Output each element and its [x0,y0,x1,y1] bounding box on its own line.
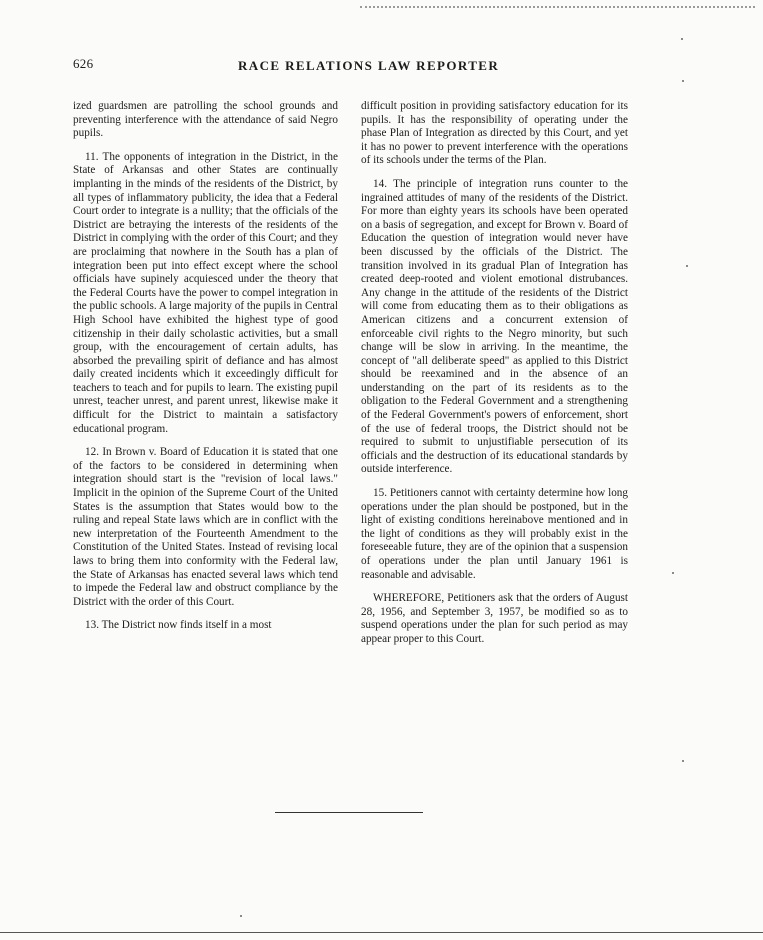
left-column [73,100,338,643]
top-edge-marks [360,6,755,8]
paragraph-13-continued: difficult position in providing satisfactory education for its pupils. It has the responsibility of operating under the phase Plan of Integration as directed by this Court, and yet it has no power to prevent interference with the operations of its schools under the terms of the Plan. [361,100,628,167]
scan-speck [681,38,683,40]
right-column [361,100,628,657]
scan-speck [682,760,684,762]
scan-speck [682,80,684,82]
paragraph-11: 11. The opponents of integration in the District, in the State of Arkansas and other States are continually implanting in the minds of the residents of the District, by all types of inflammatory publicity, the idea that a Federal Court order to integrate is a nullity; that the officials of the District are betraying the interests of the residents of the District in complying with the order of this Court; and they are proclaiming that nowhere in the South has a plan of integration been put into effect except where the school officials have supinely acquiesced under the theory that the Federal Courts have the power to compel integration in the public schools. A large majority of the pupils in Central High School have exhibited the highest type of good citizenship in their daily scholastic activities, but a small group, with the encouragement of certain adults, has absorbed the prevailing spirit of defiance and has almost daily created incidents which it exceedingly difficult for teachers to teach and for pupils to learn. The existing pupil unrest, teacher unrest, and parent unrest, likewise make it difficult for the District to maintain a satisfactory educational program. [73,150,338,435]
scan-speck [686,265,688,267]
scan-speck [240,915,242,917]
bottom-edge-line [0,932,763,933]
page-number: 626 [73,56,94,71]
paragraph-continuation: ized guardsmen are patrolling the school grounds and preventing interference with the attendance of said Negro pupils. [73,100,338,140]
scan-speck [672,572,674,574]
paragraph-13: 13. The District now finds itself in a most [85,619,272,632]
running-head: RACE RELATIONS LAW REPORTER [238,58,500,73]
paragraph-14: 14. The principle of integration runs counter to the ingrained attitudes of many of the residents of the District. For more than eighty years its schools have been operated on a basis of segregation, and except for Brown v. Board of Education the question of integration would never have been discussed by the officials of the District. The transition involved in its gradual Plan of Integration has created deep-rooted and violent emotional distrubances. Any change in the attitude of the residents of the District will come from educating them as to their obligations as American citizens and a concurrent extension of enforceable civil rights to the Negro minority, but such change will be slow in arriving. In the meantime, the concept of "all deliberate speed" as applied to this District should be reexamined and in the absence of an understanding on the part of its residents as to the obligation to the Federal Government and a strengthening of the Federal Government's powers of enforcement, short of the use of federal troops, the District should not be required to submit to unjustifiable persecution of its officials and the destruction of its educational standards by outside interference. [361,177,628,476]
paragraph-wherefore: WHEREFORE, Petitioners ask that the orders of August 28, 1956, and September 3, 1957, be modified so as to suspend operations under the plan for such period as may appear proper to this Court. [361,592,628,645]
paragraph-12: 12. In Brown v. Board of Education it is stated that one of the factors to be considered in determining when integration should start is the "revision of local laws." Implicit in the opinion of the Supreme Court of the United States is the assumption that States would bow to the ruling and repeal State laws which are in conflict with the new interpretation of the Fourteenth Amendment to the Constitution of the United States. Instead of revising local laws to bring them into conformity with the Federal law, the State of Arkansas has enacted several laws which tend to impede the Federal law and obstruct compliance by the District with the order of this Court. [73,446,338,608]
end-rule [275,812,423,813]
paragraph-15: 15. Petitioners cannot with certainty determine how long operations under the plan should be postponed, but in the light of existing conditions hereinabove mentioned and in the light of conditions as they will probably exist in the foreseeable future, they are of the opinion that a suspension of operations under the plan until January 1961 is reasonable and advisable. [361,487,628,581]
